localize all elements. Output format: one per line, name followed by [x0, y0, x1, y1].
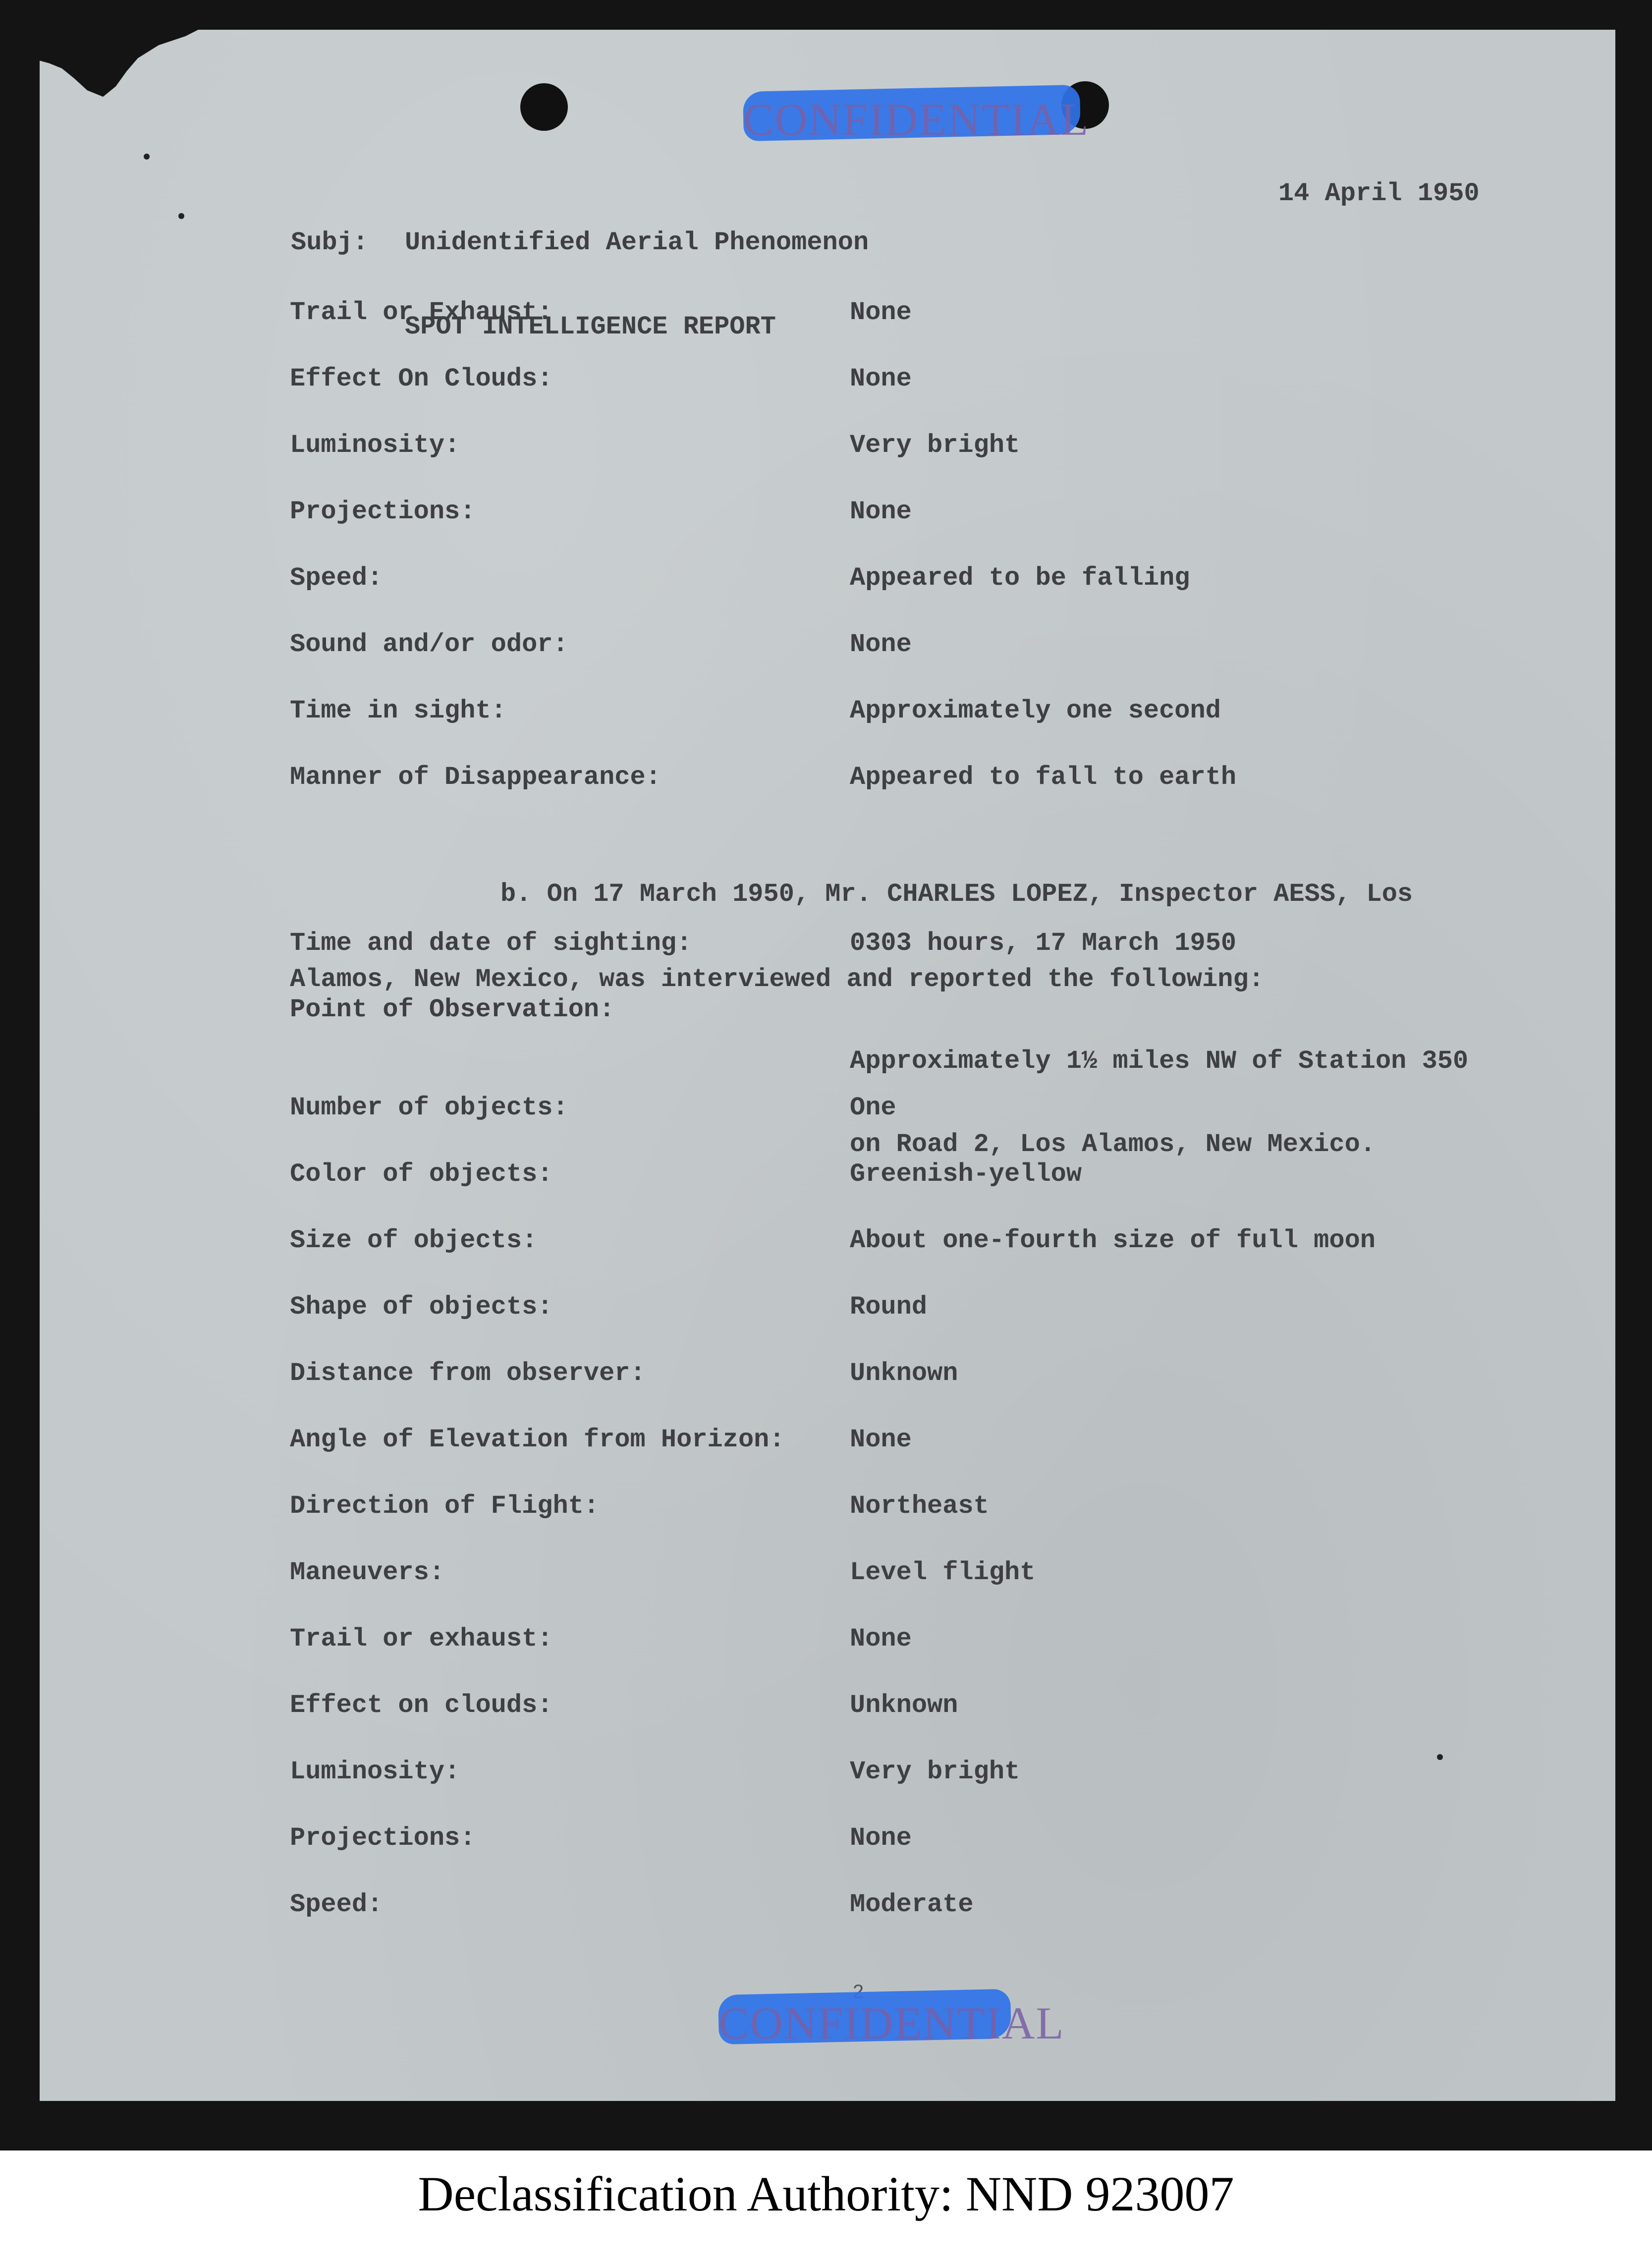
report-row: [290, 1892, 1529, 1918]
report-row: [290, 765, 1529, 790]
document-page: [40, 30, 1615, 2101]
confidential-stamp-top: [743, 88, 1090, 145]
row-label: Projections:: [290, 497, 476, 526]
report-row: [290, 1294, 1529, 1320]
paragraph-b-line-1: b. On 17 March 1950, Mr. CHARLES LOPEZ, Inspector AESS, Los: [500, 880, 1413, 909]
row-label: Time in sight:: [290, 696, 506, 725]
report-row: [290, 1095, 1529, 1121]
row-value: One: [850, 1093, 896, 1122]
row-label: Number of objects:: [290, 1093, 568, 1122]
row-label: Luminosity:: [290, 1757, 460, 1786]
row-label: Trail or Exhaust:: [290, 298, 553, 327]
subject-label: Subj:: [291, 228, 369, 257]
row-value: Approximately 1½ miles NW of Station 350: [850, 1047, 1469, 1076]
punch-hole-left: [520, 83, 568, 131]
stamp-text: CONFIDENTIAL: [743, 94, 1090, 145]
report-row: [290, 1693, 1529, 1718]
row-label: Trail or exhaust:: [290, 1624, 553, 1653]
row-label: Shape of objects:: [290, 1292, 553, 1322]
row-label: Color of objects:: [290, 1159, 553, 1189]
report-row: [290, 1626, 1529, 1652]
report-row: [290, 698, 1529, 724]
report-row: [290, 300, 1529, 326]
row-value: Greenish-yellow: [850, 1159, 1082, 1189]
row-value: None: [850, 497, 912, 526]
row-value: Appeared to fall to earth: [850, 763, 1237, 792]
row-value: Northeast: [850, 1491, 989, 1521]
row-value: Approximately one second: [850, 696, 1221, 725]
paragraph-b-line-2: Alamos, New Mexico, was interviewed and reported the following:: [290, 965, 1264, 994]
row-label: Luminosity:: [290, 431, 460, 460]
report-row: [290, 931, 1529, 956]
row-value: None: [850, 1425, 912, 1454]
speck: [144, 154, 150, 160]
row-label: Speed:: [290, 563, 383, 593]
speck: [178, 213, 184, 219]
row-label: Effect On Clouds:: [290, 364, 553, 393]
declassification-footer: Declassification Authority: NND 923007: [418, 2166, 1234, 2221]
row-value: 0303 hours, 17 March 1950: [850, 929, 1237, 958]
row-value: Round: [850, 1292, 928, 1322]
report-row: [290, 632, 1529, 658]
report-row: [290, 1427, 1529, 1453]
row-label: Maneuvers:: [290, 1558, 445, 1587]
row-value: Very bright: [850, 1757, 1020, 1786]
row-label: Sound and/or odor:: [290, 630, 568, 659]
row-value: None: [850, 630, 912, 659]
row-label: Angle of Elevation from Horizon:: [290, 1425, 785, 1454]
stamp-text: CONFIDENTIAL: [718, 1998, 1065, 2048]
subject-line-1: Unidentified Aerial Phenomenon: [405, 228, 869, 257]
row-label: Projections:: [290, 1823, 476, 1853]
row-value: None: [850, 1823, 912, 1853]
report-row: [290, 1825, 1529, 1851]
row-value-continued: on Road 2, Los Alamos, New Mexico.: [850, 1130, 1376, 1159]
report-row: [290, 1493, 1529, 1519]
row-label: Direction of Flight:: [290, 1491, 600, 1521]
report-row: [290, 1161, 1529, 1187]
row-label: Time and date of sighting:: [290, 929, 692, 958]
row-value: About one-fourth size of full moon: [850, 1226, 1376, 1255]
report-row: [290, 1361, 1529, 1386]
report-row: [290, 1759, 1529, 1785]
row-label: Effect on clouds:: [290, 1691, 553, 1720]
report-row: [290, 565, 1529, 591]
row-label: Size of objects:: [290, 1226, 538, 1255]
row-value: Very bright: [850, 431, 1020, 460]
row-label: Manner of Disappearance:: [290, 763, 661, 792]
row-value: Unknown: [850, 1691, 958, 1720]
report-date: 14 April 1950: [1278, 179, 1480, 208]
torn-corner: [40, 30, 198, 159]
row-value: Moderate: [850, 1890, 974, 1919]
row-value: None: [850, 298, 912, 327]
report-row: [290, 499, 1529, 525]
report-row: [290, 1560, 1529, 1586]
report-row: [290, 433, 1529, 458]
report-row: [290, 1228, 1529, 1254]
row-value: None: [850, 1624, 912, 1653]
row-value: None: [850, 364, 912, 393]
row-label: Point of Observation:: [290, 995, 615, 1024]
subject-line-2: SPOT INTELLIGENCE REPORT: [405, 312, 776, 341]
row-value: Unknown: [850, 1359, 958, 1388]
report-row: [290, 366, 1529, 392]
row-value: Level flight: [850, 1558, 1036, 1587]
row-value: Appeared to be falling: [850, 563, 1190, 593]
row-label: Speed:: [290, 1890, 383, 1919]
subject-block: [291, 178, 1084, 391]
row-label: Distance from observer:: [290, 1359, 646, 1388]
confidential-stamp-bottom: [718, 1992, 1065, 2048]
